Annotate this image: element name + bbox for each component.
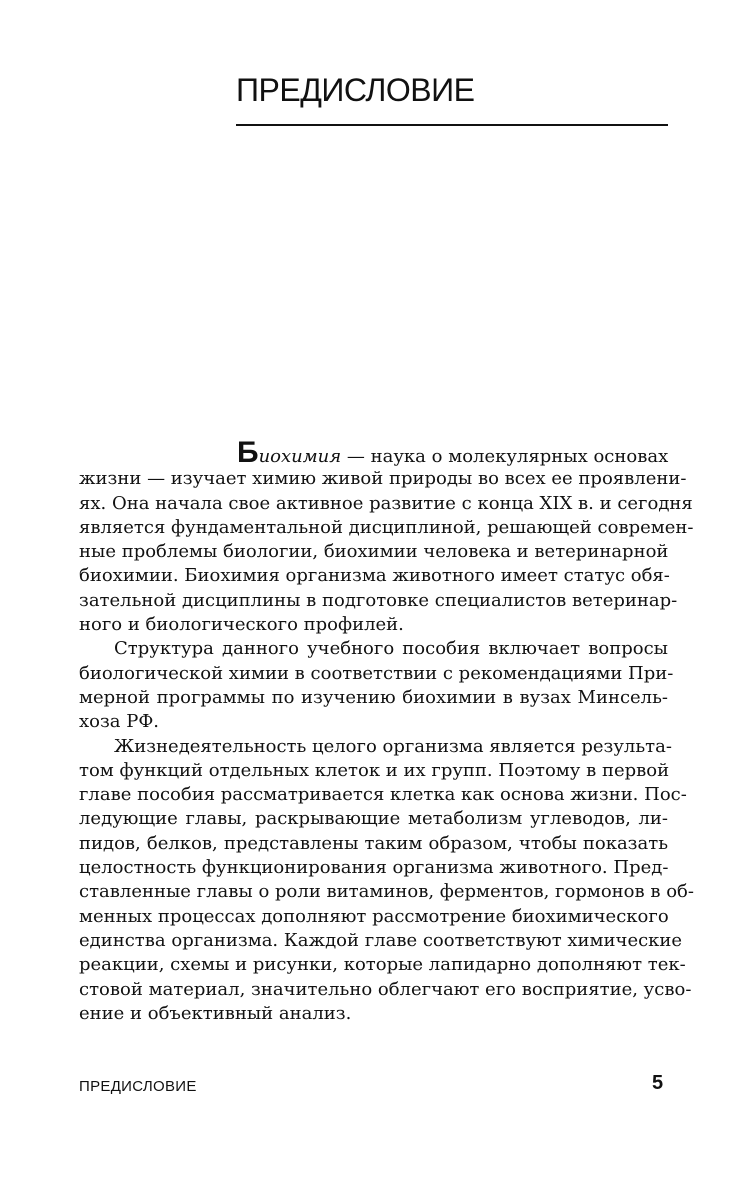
paragraph-1-line: является фундаментальной дисциплиной, решающей современ- <box>79 516 694 538</box>
paragraph-3-line: реакции, схемы и рисунки, которые лапидарно дополняют тек- <box>79 954 686 976</box>
paragraph-3-line: ение и объективный анализ. <box>79 1002 352 1024</box>
paragraph-3-line: целостность функционирования организма животного. Пред- <box>79 857 669 879</box>
paragraph-3-line: менных процессах дополняют рассмотрение биохимического <box>79 905 669 927</box>
title-rule <box>236 124 668 126</box>
paragraph-3-line: ставленные главы о роли витаминов, ферментов, гормонов в об- <box>79 881 694 903</box>
paragraph-1-line: ного и биологического профилей. <box>79 614 404 636</box>
paragraph-2-line: Структура данного учебного пособия включает вопросы <box>114 638 668 660</box>
paragraph-1-line-1 <box>79 436 669 469</box>
paragraph-3-line: пидов, белков, представлены таким образом, чтобы показать <box>79 832 668 854</box>
paragraph-3-line: единства организма. Каждой главе соответствуют химические <box>79 929 683 951</box>
emphasized-term: иохимия <box>258 446 342 467</box>
paragraph-1-line: ях. Она начала свое активное развитие с конца XIX в. и сегодня <box>79 492 693 514</box>
paragraph-3-line: Жизнедеятельность целого организма является результа- <box>114 735 672 757</box>
paragraph-3-line: стовой материал, значительно облегчают его восприятие, усво- <box>79 978 692 1000</box>
page-title: ПРЕДИСЛОВИЕ <box>236 72 475 108</box>
drop-cap: Б <box>237 436 259 469</box>
paragraph-2-line: мерной программы по изучению биохимии в вузах Минсель- <box>79 686 668 708</box>
paragraph-3-line: том функций отдельных клеток и их групп. Поэтому в первой <box>79 759 670 781</box>
paragraph-1-line: зательной дисциплины в подготовке специалистов ветеринар- <box>79 589 678 611</box>
line-text: — наука о молекулярных основах <box>341 446 669 467</box>
paragraph-1-line: ные проблемы биологии, биохимии человека и ветеринарной <box>79 541 669 563</box>
paragraph-2-line: биологической химии в соответствии с рекомендациями При- <box>79 662 674 684</box>
paragraph-3-line: ледующие главы, раскрывающие метаболизм углеводов, ли- <box>79 808 668 830</box>
paragraph-1-line: биохимии. Биохимия организма животного имеет статус обя- <box>79 565 670 587</box>
running-footer-title: ПРЕДИСЛОВИЕ <box>79 1078 197 1095</box>
page-number: 5 <box>652 1072 664 1094</box>
paragraph-2-line: хоза РФ. <box>79 711 160 733</box>
body-text <box>79 436 694 1026</box>
paragraph-3-line: главе пособия рассматривается клетка как основа жизни. Пос- <box>79 784 687 806</box>
paragraph-1-line: жизни — изучает химию живой природы во всех ее проявлени- <box>79 468 687 490</box>
